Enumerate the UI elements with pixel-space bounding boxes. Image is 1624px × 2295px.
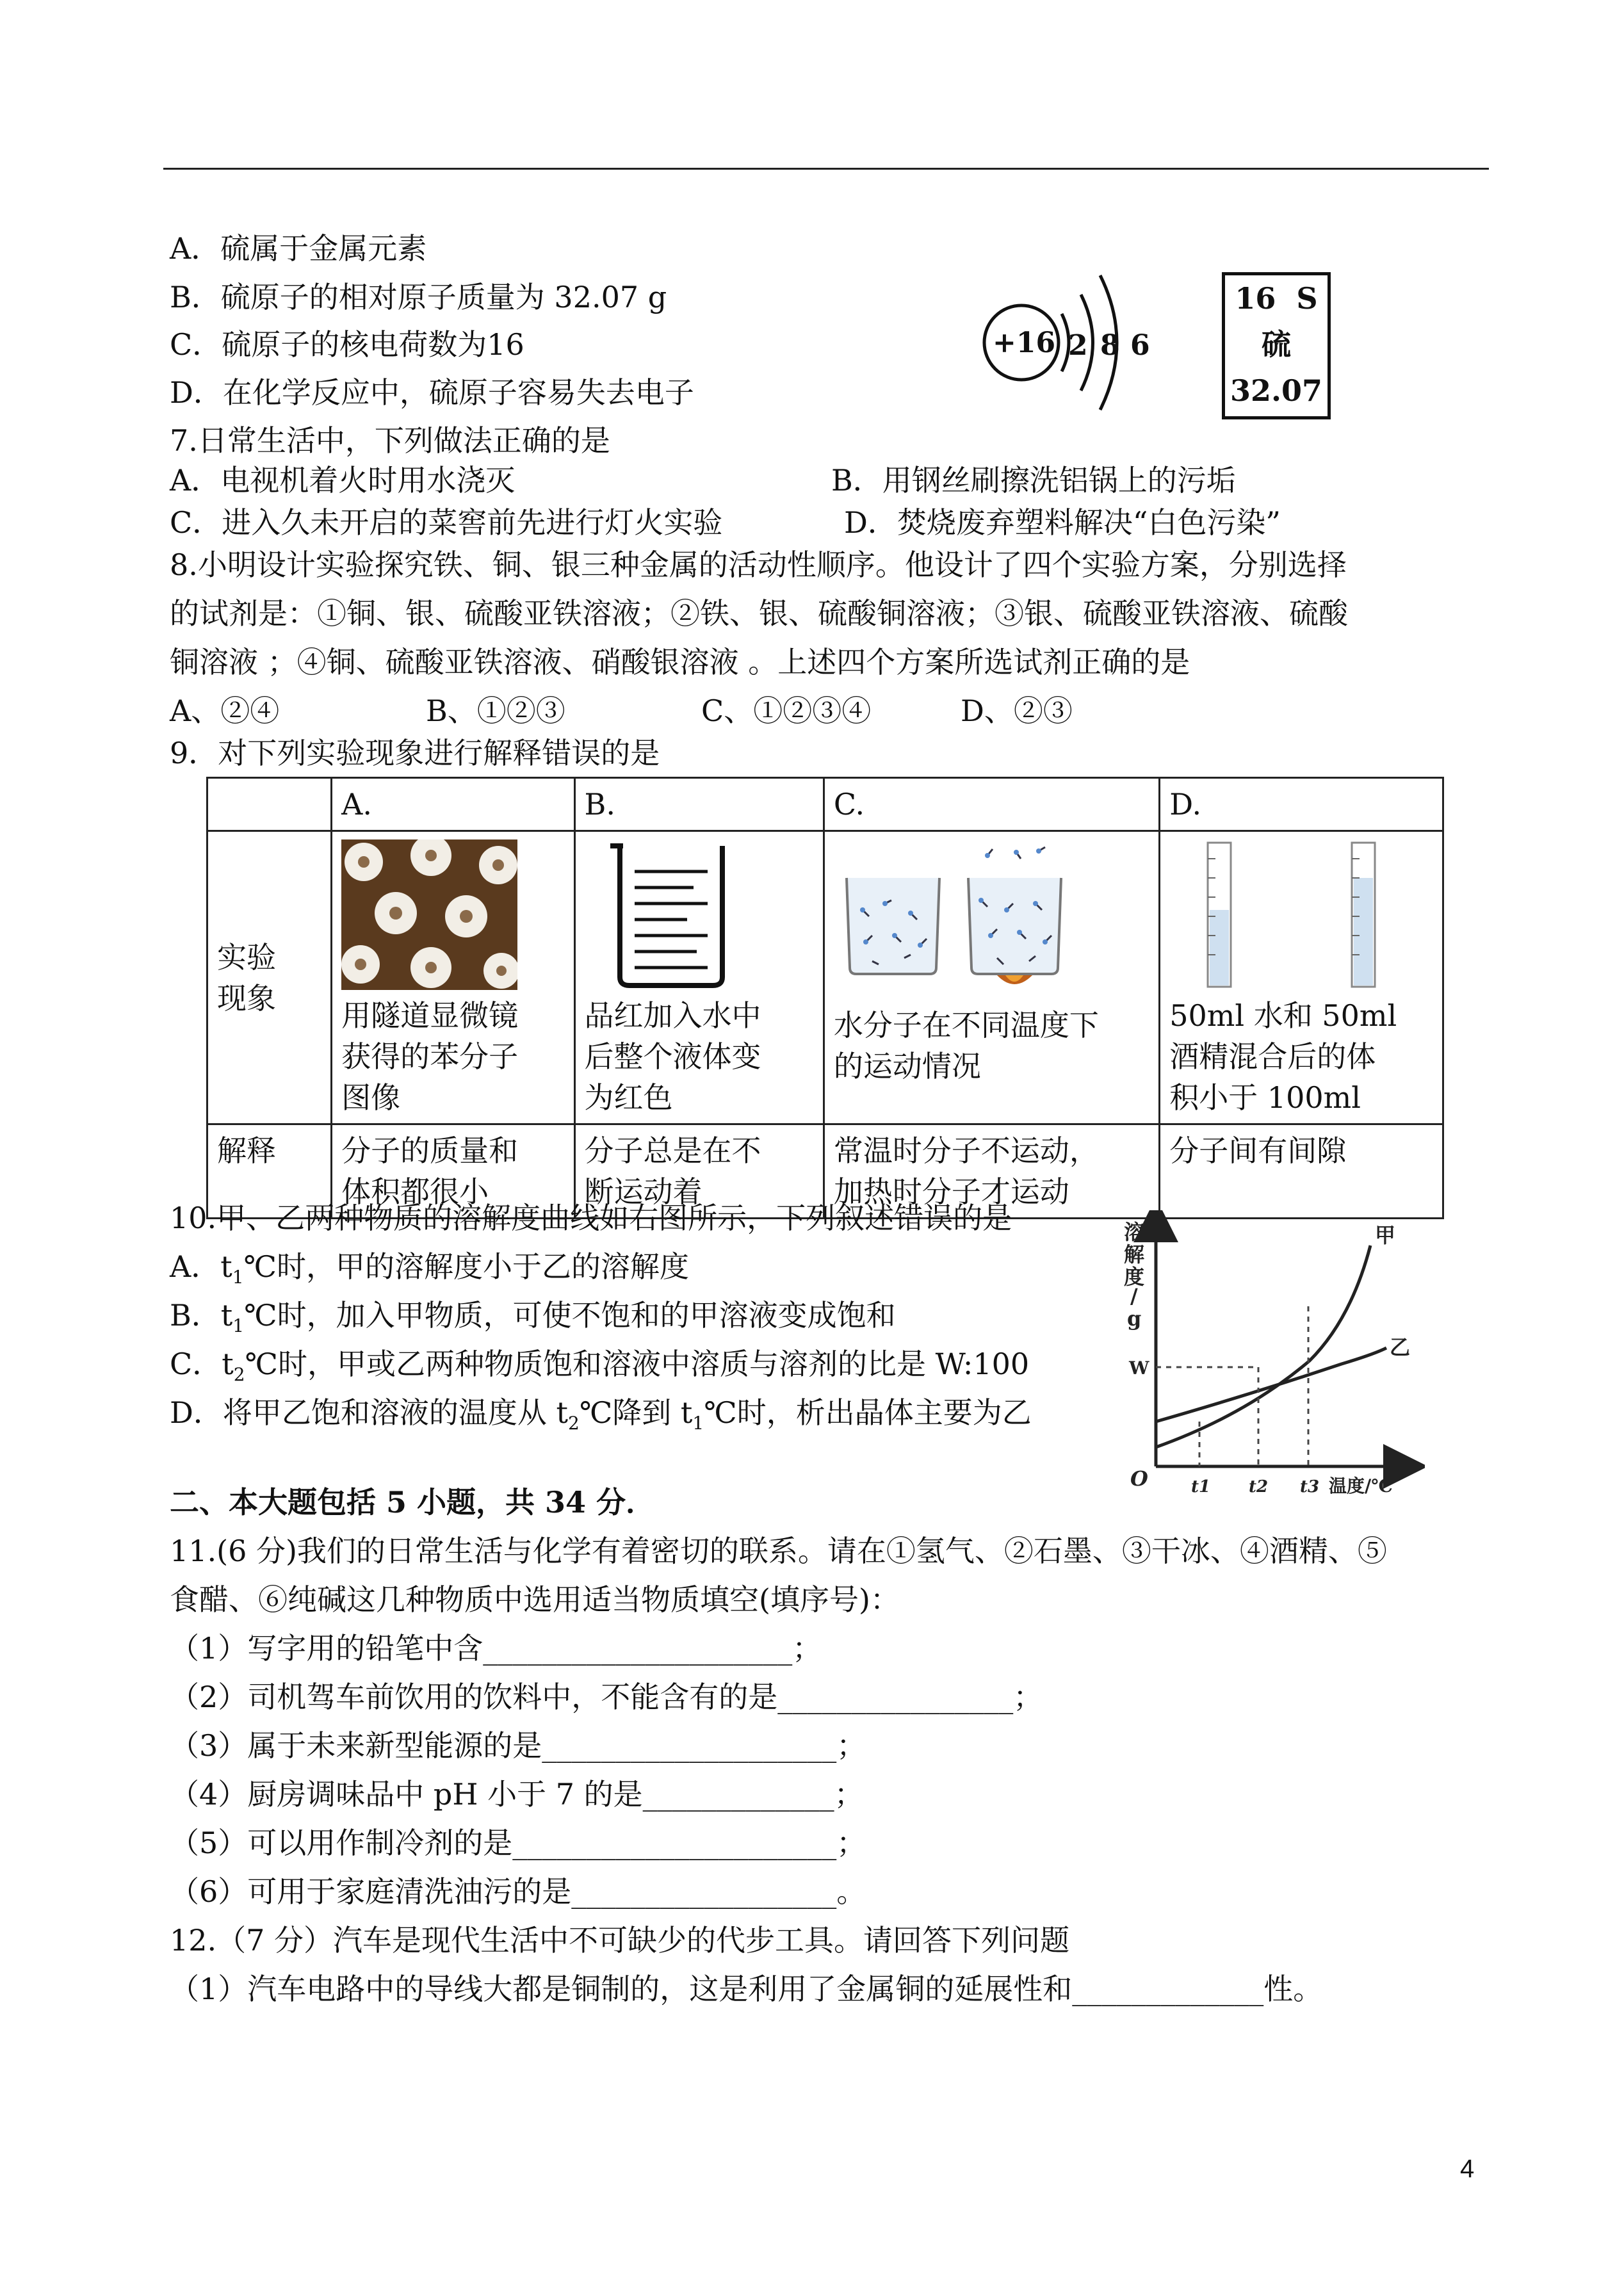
q10-option-a — [170, 1247, 689, 1297]
section-2-heading: 二、本大题包括 5 小题，共 34 分． — [170, 1485, 656, 1520]
phenomenon-label-2: 现象 — [217, 980, 276, 1016]
q10-d-rest: ℃时，析出晶体主要为乙 — [704, 1395, 1032, 1430]
explanation-label: 解释 — [207, 1124, 332, 1219]
q8-line-1: 8.小明设计实验探究铁、铜、银三种金属的活动性顺序。他设计了四个实验方案，分别选择 — [170, 547, 1347, 582]
phenomenon-label-1: 实验 — [217, 939, 276, 975]
q11-line-2: 食醋、⑥纯碱这几种物质中选用适当物质填空(填序号)： — [170, 1582, 900, 1617]
element-number: 16 — [1235, 281, 1276, 316]
explanation-a-line-2: 体积都很小 — [341, 1174, 489, 1209]
header-a: A. — [332, 778, 574, 831]
q6-option-b: B．硫原子的相对原子质量为 32.07 g — [170, 280, 667, 314]
graph-ylabel-3: 度 — [1124, 1265, 1145, 1289]
element-symbol: S — [1296, 281, 1318, 316]
page-number: 4 — [1460, 2155, 1475, 2183]
element-name: 硫 — [1262, 327, 1291, 362]
q11-item-4: （4）厨房调味品中 pH 小于 7 的是_____________； — [170, 1777, 864, 1812]
q12-line-1: 12.（7 分）汽车是现代生活中不可缺少的代步工具。请回答下列问题 — [170, 1923, 1070, 1958]
phenomenon-row — [207, 831, 1443, 1124]
graph-w-label: W — [1129, 1358, 1149, 1379]
explanation-c-line-2: 加热时分子才运动 — [833, 1174, 1069, 1209]
phenomenon-b-line-1: 品红加入水中 — [584, 998, 761, 1033]
graph-xlabel: 温度/℃ — [1329, 1475, 1393, 1496]
q8-line-3: 铜溶液 ；④铜、硫酸亚铁溶液、硝酸银溶液 。上述四个方案所选试剂正确的是 — [170, 645, 1190, 679]
phenomenon-d-line-2: 酒精混合后的体 — [1169, 1039, 1376, 1074]
q8-option-b: B、①②③ — [426, 693, 565, 728]
q11-item-3: （3）属于未来新型能源的是____________________； — [170, 1728, 866, 1763]
q10-a-sub: 1 — [232, 1267, 244, 1288]
header-rule — [163, 168, 1489, 170]
graph-yi-label: 乙 — [1390, 1335, 1411, 1359]
table-corner-cell — [207, 778, 332, 831]
q7-option-a: A．电视机着火时用水浇灭 — [170, 463, 516, 498]
sulfur-element-card — [1222, 272, 1331, 419]
explanation-b-line-2: 断运动着 — [584, 1174, 702, 1209]
q10-b-rest: ℃时，加入甲物质，可使不饱和的甲溶液变成饱和 — [244, 1298, 896, 1333]
q10-option-d — [170, 1393, 1032, 1443]
phenomenon-b-line-3: 为红色 — [584, 1080, 673, 1115]
phenomenon-c — [824, 831, 1159, 1124]
phenomenon-a-line-3: 图像 — [341, 1080, 401, 1115]
graph-t2: t2 — [1249, 1477, 1269, 1496]
explanation-b-line-1: 分子总是在不 — [584, 1133, 761, 1168]
q6-option-a: A．硫属于金属元素 — [170, 231, 427, 266]
solubility-curve-graph — [1117, 1210, 1425, 1511]
q10-option-c — [170, 1345, 1029, 1394]
graph-t3: t3 — [1300, 1477, 1320, 1496]
atom-shell-2: 8 — [1100, 329, 1120, 362]
q10-a-t: A．t — [170, 1249, 232, 1284]
q8-option-d: D、②③ — [961, 693, 1073, 728]
q10-d-sub1: 2 — [568, 1413, 580, 1434]
q7-stem: 7.日常生活中，下列做法正确的是 — [170, 423, 610, 458]
q10-d-sub2: 1 — [692, 1413, 704, 1434]
graph-jia-label: 甲 — [1375, 1223, 1396, 1247]
phenomenon-d-line-3: 积小于 100ml — [1169, 1080, 1361, 1115]
q10-a-rest: ℃时，甲的溶解度小于乙的溶解度 — [243, 1249, 690, 1284]
atom-shell-3: 6 — [1130, 329, 1150, 362]
explanation-d — [1160, 1124, 1443, 1219]
phenomenon-a — [332, 831, 574, 1124]
q11-item-5: （5）可以用作制冷剂的是______________________； — [170, 1826, 866, 1860]
explanation-d-line-1: 分子间有间隙 — [1169, 1133, 1347, 1168]
benzene-stm-image — [341, 839, 517, 990]
graduated-cylinders-image — [1169, 839, 1413, 990]
q8-option-a: A、②④ — [170, 693, 280, 728]
phenomenon-b-line-2: 后整个液体变 — [584, 1039, 761, 1074]
graph-origin: O — [1130, 1466, 1148, 1491]
header-d: D. — [1160, 778, 1443, 831]
graph-ylabel-2: 解 — [1124, 1242, 1145, 1267]
q7-option-b: B．用钢丝刷擦洗铝锅上的污垢 — [831, 463, 1236, 498]
q7-option-c: C．进入久未开启的菜窖前先进行灯火实验 — [170, 505, 723, 540]
q11-item-1: （1）写字用的铅笔中含_____________________； — [170, 1631, 822, 1666]
q11-line-1: 11.(6 分)我们的日常生活与化学有着密切的联系。请在①氢气、②石墨、③干冰、④酒精、⑤ — [170, 1534, 1387, 1568]
explanation-a-line-1: 分子的质量和 — [341, 1133, 519, 1168]
q8-option-c: C、①②③④ — [701, 693, 872, 728]
q10-b-sub: 1 — [232, 1315, 245, 1337]
q11-item-2: （2）司机驾车前饮用的饮料中，不能含有的是________________； — [170, 1680, 1043, 1714]
phenomenon-c-line-2: 的运动情况 — [833, 1049, 981, 1083]
graph-ylabel-5: g — [1127, 1306, 1142, 1331]
q11-item-6: （6）可用于家庭清洗油污的是__________________。 — [170, 1874, 866, 1909]
phenomenon-a-line-2: 获得的苯分子 — [341, 1039, 519, 1074]
q10-d-t1: D．将甲乙饱和溶液的温度从 t — [170, 1395, 568, 1430]
graph-ylabel-1: 溶 — [1124, 1220, 1145, 1244]
q9-stem: 9．对下列实验现象进行解释错误的是 — [170, 736, 660, 770]
graph-t1: t1 — [1191, 1477, 1211, 1496]
explanation-c-line-1: 常温时分子不运动， — [833, 1133, 1099, 1168]
q9-table — [206, 777, 1444, 1219]
phenomenon-d — [1160, 831, 1443, 1124]
atom-shell-1: 2 — [1068, 329, 1088, 362]
q6-option-d: D．在化学反应中，硫原子容易失去电子 — [170, 375, 694, 410]
beaker-icon — [585, 839, 764, 990]
q8-line-2: 的试剂是：①铜、银、硫酸亚铁溶液；②铁、银、硫酸铜溶液；③银、硫酸亚铁溶液、硫酸 — [170, 596, 1348, 631]
atom-nucleus-charge: +16 — [993, 327, 1056, 359]
phenomenon-label — [207, 831, 332, 1124]
header-c: C. — [824, 778, 1159, 831]
q10-c-sub: 2 — [233, 1364, 245, 1386]
q10-c-rest: ℃时，甲或乙两种物质饱和溶液中溶质与溶剂的比是 W:100 — [245, 1347, 1030, 1381]
q12-line-2: （1）汽车电路中的导线大都是铜制的，这是利用了金属铜的延展性和_____________性。 — [170, 1972, 1323, 2006]
q10-stem: 10.甲、乙两种物质的溶解度曲线如右图所示，下列叙述错误的是 — [170, 1201, 1012, 1235]
water-molecules-beakers-image — [834, 839, 1090, 1000]
table-header-row — [207, 778, 1443, 831]
q6-option-c: C．硫原子的核电荷数为16 — [170, 327, 524, 362]
phenomenon-d-line-1: 50ml 水和 50ml — [1169, 998, 1397, 1033]
q10-b-t: B．t — [170, 1298, 233, 1333]
q7-option-d: D．焚烧废弃塑料解决“白色污染” — [844, 505, 1281, 540]
phenomenon-c-line-1: 水分子在不同温度下 — [833, 1008, 1099, 1042]
graph-ylabel-4: / — [1130, 1284, 1138, 1308]
q10-d-t2: ℃降到 t — [579, 1395, 693, 1430]
header-b: B. — [574, 778, 824, 831]
q10-option-b — [170, 1296, 896, 1345]
phenomenon-a-line-1: 用隧道显微镜 — [341, 998, 519, 1033]
q10-c-t: C．t — [170, 1347, 234, 1381]
element-mass: 32.07 — [1230, 373, 1323, 408]
phenomenon-b — [574, 831, 824, 1124]
